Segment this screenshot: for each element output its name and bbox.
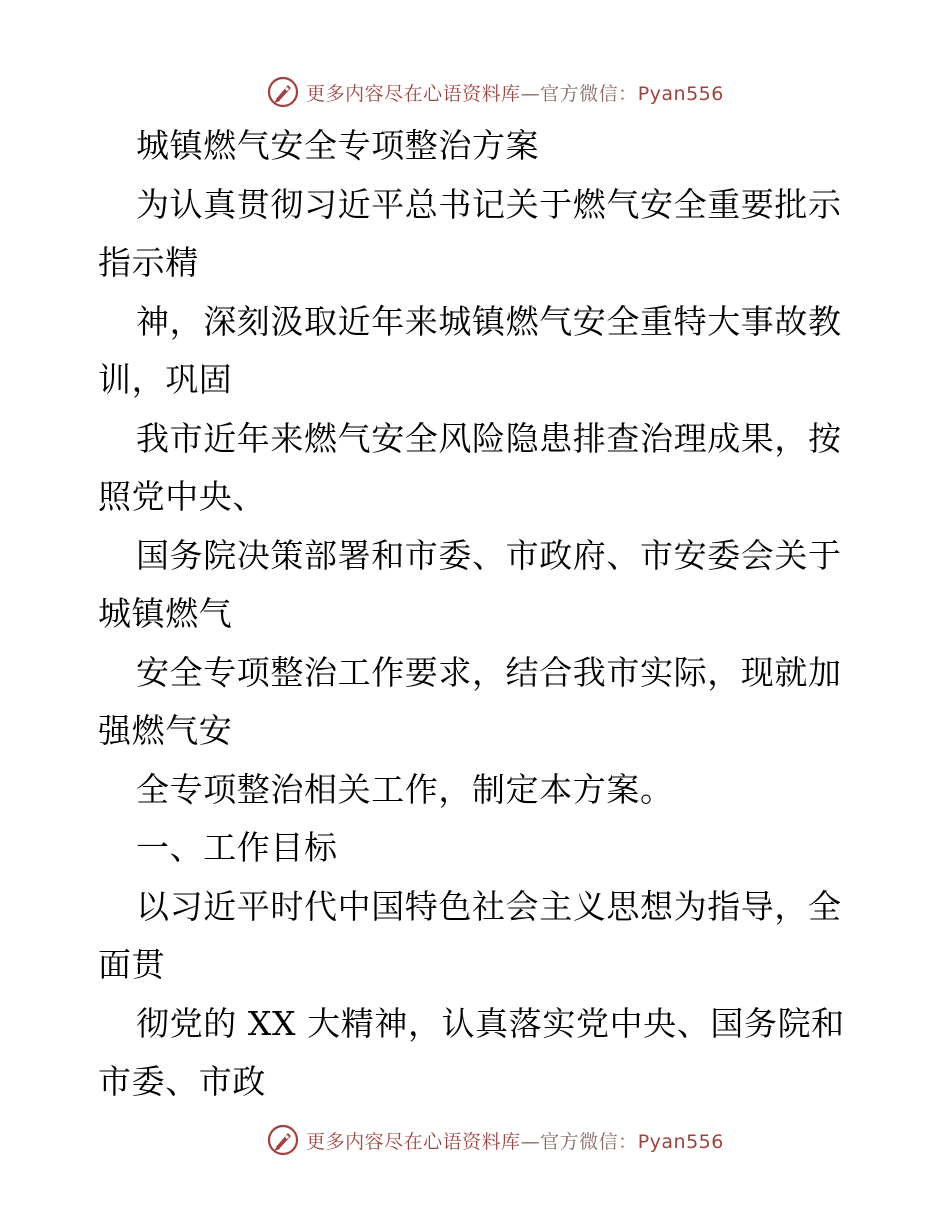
document-line: 城镇燃气安全专项整治方案 — [136, 126, 540, 165]
banner-site-name: 更多内容尽在心语资料库 — [306, 82, 521, 105]
banner-wechat-id: Pyan556 — [637, 82, 724, 105]
banner-content — [266, 1123, 724, 1157]
document-line: 彻党的 XX 大精神，认真落实党中央、国务院和 — [136, 1003, 845, 1043]
document-line: 一、工作目标 — [136, 828, 338, 867]
banner-wechat-label: 官方微信： — [540, 82, 638, 105]
document-line: 为认真贯彻习近平总书记关于燃气安全重要批示 — [136, 184, 842, 224]
header-banner — [0, 72, 950, 112]
document-line: 国务院决策部署和市委、市政府、市安委会关于 — [136, 535, 842, 575]
footer-banner — [0, 1120, 950, 1160]
banner-text — [306, 79, 724, 106]
document-line: 我市近年来燃气安全风险隐患排查治理成果，按 — [136, 418, 842, 458]
banner-separator: — — [520, 1130, 541, 1153]
document-line: 指示精 — [98, 243, 199, 282]
document-line: 市委、市政 — [98, 1062, 266, 1101]
document-line: 安全专项整治工作要求，结合我市实际，现就加 — [136, 652, 842, 692]
banner-site-name: 更多内容尽在心语资料库 — [306, 1130, 521, 1153]
document-line: 城镇燃气 — [98, 594, 233, 633]
banner-wechat-label: 官方微信： — [540, 1130, 638, 1153]
banner-text — [306, 1127, 724, 1154]
document-line: 神，深刻汲取近年来城镇燃气安全重特大事故教 — [136, 301, 842, 341]
pen-nib-logo-icon — [266, 1123, 300, 1157]
document-body — [98, 117, 858, 1112]
document-line: 照党中央、 — [98, 477, 266, 516]
document-line: 全专项整治相关工作，制定本方案。 — [136, 769, 674, 809]
document-line: 强燃气安 — [98, 711, 233, 750]
document-line: 训，巩固 — [98, 360, 233, 399]
banner-content — [266, 75, 724, 109]
banner-separator: — — [520, 82, 541, 105]
document-line: 以习近平时代中国特色社会主义思想为指导，全 — [136, 886, 842, 926]
banner-wechat-id: Pyan556 — [637, 1130, 724, 1153]
pen-nib-logo-icon — [266, 75, 300, 109]
document-line: 面贯 — [98, 945, 166, 984]
